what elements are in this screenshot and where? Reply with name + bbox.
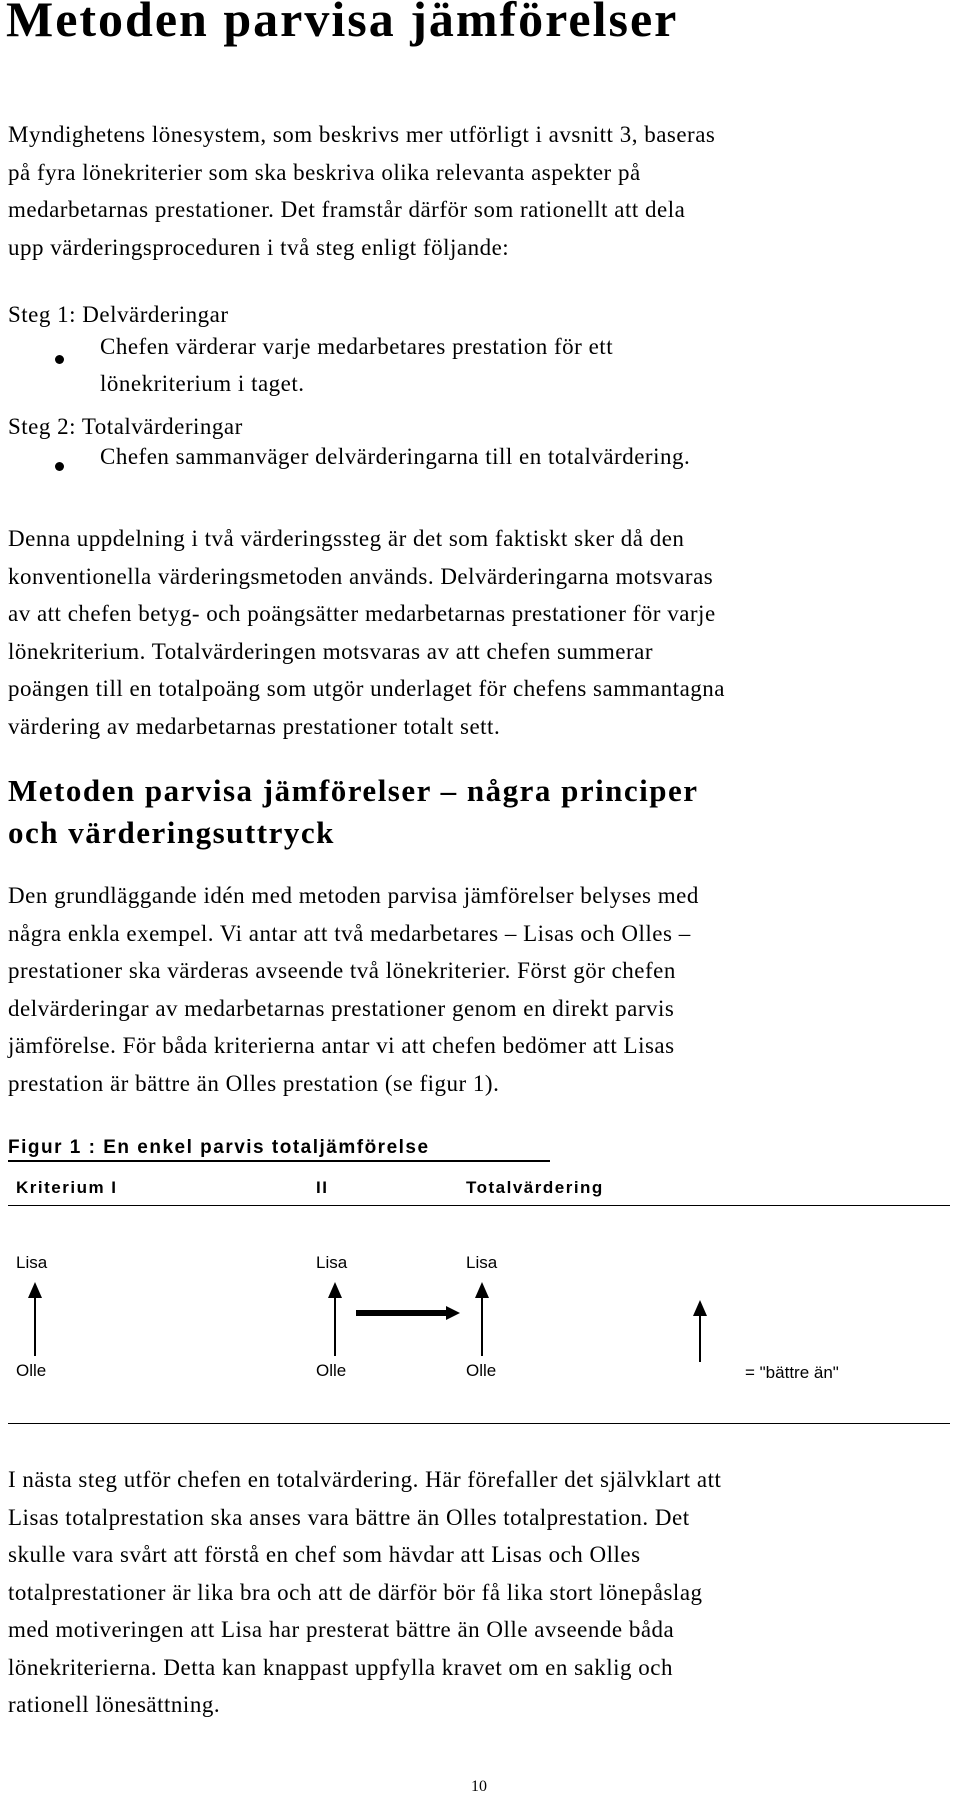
- step2-bullet: Chefen sammanväger delvärderingarna till en totalvärdering.: [100, 444, 691, 469]
- figure-bottom-rule: [8, 1423, 950, 1424]
- figure-title: Figur 1 : En enkel parvis totaljämförelse: [8, 1137, 430, 1158]
- figure-label-lisa: Lisa: [16, 1253, 48, 1272]
- intro-line: Myndighetens lönesystem, som beskrivs mer utförligt i avsnitt 3, baseras: [8, 122, 716, 147]
- page-title: Metoden parvisa jämförelser: [6, 0, 679, 47]
- figure-label-lisa: Lisa: [466, 1253, 498, 1272]
- paragraph-line: totalprestationer är lika bra och att de därför bör få lika stort lönepåslag: [8, 1579, 703, 1605]
- paragraph-line: jämförelse. För båda kriterierna antar vi att chefen bedömer att Lisas: [8, 1033, 675, 1058]
- figure-arrows: [0, 1270, 960, 1380]
- step2-label: Steg 2: Totalvärderingar: [8, 414, 243, 439]
- paragraph-line: Den grundläggande idén med metoden parvisa jämförelser belyses med: [8, 883, 699, 908]
- page-number: 10: [471, 1778, 487, 1795]
- figure-col-header-3: Totalvärdering: [466, 1178, 604, 1197]
- paragraph-line: med motiveringen att Lisa har presterat bättre än Olle avseende båda: [8, 1617, 675, 1642]
- paragraph-2: [8, 520, 725, 745]
- intro-paragraph: [8, 116, 715, 266]
- paragraph-line: värdering av medarbetarnas prestationer totalt sett.: [8, 713, 501, 739]
- bullet-dot: [55, 462, 64, 471]
- figure-label-olle: Olle: [316, 1361, 347, 1380]
- arrow-up-icon: [328, 1282, 342, 1356]
- section-heading: [8, 770, 699, 854]
- step1-bullet-line2: lönekriterium i taget.: [100, 371, 305, 396]
- paragraph-line: lönekriterierna. Detta kan knappast uppfylla kravet om en saklig och: [8, 1654, 674, 1680]
- figure-col-header-2: II: [316, 1178, 329, 1197]
- paragraph-line: lönekriterium. Totalvärderingen motsvaras av att chefen summerar: [8, 638, 653, 664]
- figure-label-olle: Olle: [16, 1361, 47, 1380]
- figure-col-header-1: Kriterium I: [16, 1178, 118, 1197]
- bullet-dot: [55, 355, 64, 364]
- paragraph-line: rationell lönesättning.: [8, 1692, 221, 1717]
- paragraph-line: prestation är bättre än Olles prestation (se figur 1).: [8, 1070, 500, 1096]
- figure-label-lisa: Lisa: [316, 1253, 348, 1272]
- paragraph-4: [8, 1461, 721, 1724]
- section-heading-line: och värderingsuttryck: [8, 815, 335, 850]
- figure-legend-text: = "bättre än": [745, 1363, 839, 1382]
- figure-header-rule: [8, 1205, 950, 1206]
- paragraph-line: Denna uppdelning i två värderingssteg är det som faktiskt sker då den: [8, 526, 685, 551]
- paragraph-3: [8, 877, 699, 1102]
- figure-title-underline: [8, 1160, 550, 1162]
- paragraph-line: skulle vara svårt att förstå en chef som hävdar att Lisas och Olles: [8, 1542, 641, 1567]
- step1-label: Steg 1: Delvärderingar: [8, 302, 229, 327]
- paragraph-line: delvärderingar av medarbetarnas prestationer genom en direkt parvis: [8, 995, 675, 1021]
- arrow-up-icon: [28, 1282, 42, 1356]
- paragraph-line: konventionella värderingsmetoden används. Delvärderingarna motsvaras: [8, 563, 714, 589]
- paragraph-line: I nästa steg utför chefen en totalvärdering. Här förefaller det självklart att: [8, 1467, 722, 1492]
- intro-line: upp värderingsproceduren i två steg enligt följande:: [8, 234, 510, 260]
- step1-bullet-line1: Chefen värderar varje medarbetares prestation för ett: [100, 334, 614, 359]
- paragraph-line: några enkla exempel. Vi antar att två medarbetares – Lisas och Olles –: [8, 920, 691, 946]
- arrow-right-icon: [356, 1306, 460, 1320]
- intro-line: medarbetarnas prestationer. Det framstår därför som rationellt att dela: [8, 197, 686, 222]
- paragraph-line: poängen till en totalpoäng som utgör underlaget för chefens sammantagna: [8, 676, 725, 701]
- figure-label-olle: Olle: [466, 1361, 497, 1380]
- arrow-up-icon: [693, 1300, 707, 1362]
- arrow-up-icon: [475, 1282, 489, 1356]
- intro-line: på fyra lönekriterier som ska beskriva olika relevanta aspekter på: [8, 159, 641, 185]
- section-heading-line: Metoden parvisa jämförelser – några principer: [8, 773, 699, 808]
- paragraph-line: prestationer ska värderas avseende två lönekriterier. Först gör chefen: [8, 958, 676, 983]
- paragraph-line: av att chefen betyg- och poängsätter medarbetarnas prestationer för varje: [8, 601, 716, 626]
- paragraph-line: Lisas totalprestation ska anses vara bättre än Olles totalprestation. Det: [8, 1504, 690, 1530]
